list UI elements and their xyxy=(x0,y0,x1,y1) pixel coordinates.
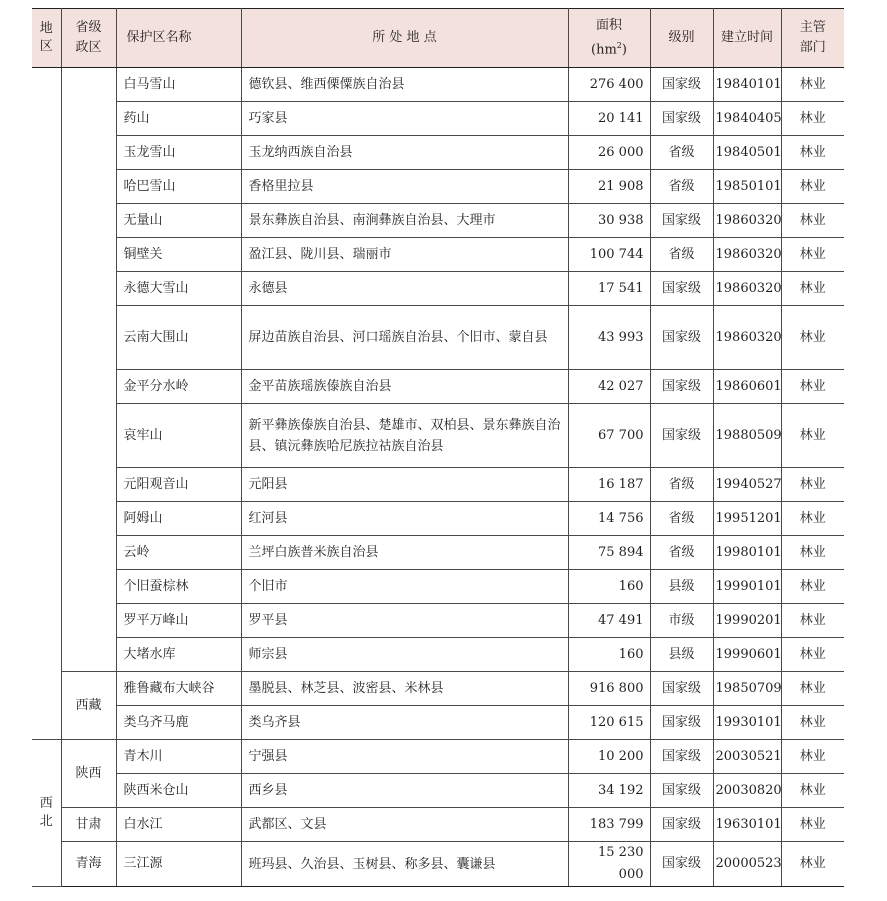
reserve-area: 20 141 xyxy=(568,102,650,136)
reserve-level: 县级 xyxy=(650,638,713,672)
reserve-level: 国家级 xyxy=(650,740,713,774)
reserve-location: 景东彝族自治县、南涧彝族自治县、大理市 xyxy=(241,204,568,238)
reserve-area: 47 491 xyxy=(568,604,650,638)
table-row xyxy=(32,536,844,570)
reserve-location: 元阳县 xyxy=(241,468,568,502)
table-row xyxy=(32,672,844,706)
header-dept: 主管部门 xyxy=(781,9,844,68)
reserve-date: 19860320 xyxy=(713,306,781,370)
reserve-level: 国家级 xyxy=(650,774,713,808)
reserve-area: 67 700 xyxy=(568,404,650,468)
reserve-dept: 林业 xyxy=(781,468,844,502)
table-row xyxy=(32,204,844,238)
reserve-date: 19840501 xyxy=(713,136,781,170)
reserve-name: 玉龙雪山 xyxy=(116,136,241,170)
reserve-location: 师宗县 xyxy=(241,638,568,672)
reserve-dept: 林业 xyxy=(781,808,844,842)
reserve-dept: 林业 xyxy=(781,136,844,170)
reserve-name: 罗平万峰山 xyxy=(116,604,241,638)
reserve-name: 陕西米仓山 xyxy=(116,774,241,808)
reserve-dept: 林业 xyxy=(781,238,844,272)
reserve-level: 省级 xyxy=(650,536,713,570)
reserve-date: 19990201 xyxy=(713,604,781,638)
table-row xyxy=(32,570,844,604)
table-row xyxy=(32,170,844,204)
reserve-name: 青木川 xyxy=(116,740,241,774)
reserve-level: 国家级 xyxy=(650,808,713,842)
reserve-dept: 林业 xyxy=(781,842,844,887)
reserve-name: 永德大雪山 xyxy=(116,272,241,306)
reserve-dept: 林业 xyxy=(781,370,844,404)
header-level: 级别 xyxy=(650,9,713,68)
reserve-date: 19860320 xyxy=(713,238,781,272)
table-row xyxy=(32,808,844,842)
table-row xyxy=(32,404,844,468)
reserve-location: 类乌齐县 xyxy=(241,706,568,740)
reserve-date: 19860601 xyxy=(713,370,781,404)
reserve-level: 省级 xyxy=(650,502,713,536)
reserve-area: 100 744 xyxy=(568,238,650,272)
reserve-name: 药山 xyxy=(116,102,241,136)
table-row xyxy=(32,272,844,306)
reserve-location: 红河县 xyxy=(241,502,568,536)
reserve-location: 宁强县 xyxy=(241,740,568,774)
reserve-area: 30 938 xyxy=(568,204,650,238)
reserve-name: 雅鲁藏布大峡谷 xyxy=(116,672,241,706)
reserve-level: 国家级 xyxy=(650,842,713,887)
table-row xyxy=(32,842,844,887)
reserve-name: 类乌齐马鹿 xyxy=(116,706,241,740)
header-area-unit: $(hm^2)$ xyxy=(591,40,627,58)
reserve-area: 160 xyxy=(568,638,650,672)
reserve-name: 个旧蚕棕林 xyxy=(116,570,241,604)
table-row xyxy=(32,706,844,740)
reserve-date: 19940527 xyxy=(713,468,781,502)
reserve-dept: 林业 xyxy=(781,272,844,306)
table-row xyxy=(32,638,844,672)
reserve-level: 县级 xyxy=(650,570,713,604)
table-row xyxy=(32,136,844,170)
reserve-name: 大堵水库 xyxy=(116,638,241,672)
header-region: 地区 xyxy=(32,9,61,68)
header-province: 省级政区 xyxy=(61,9,116,68)
reserve-level: 国家级 xyxy=(650,370,713,404)
reserve-area: 16 187 xyxy=(568,468,650,502)
reserve-name: 无量山 xyxy=(116,204,241,238)
reserve-dept: 林业 xyxy=(781,672,844,706)
reserve-dept: 林业 xyxy=(781,638,844,672)
reserve-location: 罗平县 xyxy=(241,604,568,638)
reserve-dept: 林业 xyxy=(781,404,844,468)
reserve-location: 盈江县、陇川县、瑞丽市 xyxy=(241,238,568,272)
table-row xyxy=(32,102,844,136)
reserve-date: 19840101 xyxy=(713,68,781,102)
reserve-location: 个旧市 xyxy=(241,570,568,604)
province-shaanxi: 陕西 xyxy=(61,740,116,808)
province-qinghai: 青海 xyxy=(61,842,116,887)
reserve-area: 34 192 xyxy=(568,774,650,808)
reserve-area: 15 230 000 xyxy=(568,842,650,887)
reserve-name: 元阳观音山 xyxy=(116,468,241,502)
reserve-area: 276 400 xyxy=(568,68,650,102)
reserve-level: 国家级 xyxy=(650,68,713,102)
reserve-area: 120 615 xyxy=(568,706,650,740)
reserve-table-container xyxy=(32,8,844,887)
table-body xyxy=(32,68,844,887)
reserve-name: 铜壁关 xyxy=(116,238,241,272)
reserve-location: 金平苗族瑶族傣族自治县 xyxy=(241,370,568,404)
reserve-level: 省级 xyxy=(650,468,713,502)
reserve-location: 永德县 xyxy=(241,272,568,306)
reserve-level: 国家级 xyxy=(650,272,713,306)
reserve-location: 巧家县 xyxy=(241,102,568,136)
reserve-date: 19840405 xyxy=(713,102,781,136)
reserve-location: 玉龙纳西族自治县 xyxy=(241,136,568,170)
region-cell-empty xyxy=(32,68,61,740)
table-row xyxy=(32,370,844,404)
reserve-level: 国家级 xyxy=(650,404,713,468)
table-row xyxy=(32,68,844,102)
reserve-date: 19980101 xyxy=(713,536,781,570)
reserve-area: 17 541 xyxy=(568,272,650,306)
header-date: 建立时间 xyxy=(713,9,781,68)
reserve-level: 国家级 xyxy=(650,306,713,370)
table-row xyxy=(32,306,844,370)
province-xizang: 西藏 xyxy=(61,672,116,740)
reserve-location: 墨脱县、林芝县、波密县、米林县 xyxy=(241,672,568,706)
reserve-date: 19951201 xyxy=(713,502,781,536)
reserve-level: 国家级 xyxy=(650,204,713,238)
table-row xyxy=(32,774,844,808)
header-location: 所 处 地 点 xyxy=(241,9,568,68)
reserve-level: 省级 xyxy=(650,238,713,272)
reserve-name: 云岭 xyxy=(116,536,241,570)
province-cell-empty xyxy=(61,68,116,672)
reserve-date: 19860320 xyxy=(713,204,781,238)
reserve-dept: 林业 xyxy=(781,68,844,102)
table-row xyxy=(32,740,844,774)
reserve-location: 新平彝族傣族自治县、楚雄市、双柏县、景东彝族自治县、镇沅彝族哈尼族拉祜族自治县 xyxy=(241,404,568,468)
reserve-area: 160 xyxy=(568,570,650,604)
reserve-level: 国家级 xyxy=(650,672,713,706)
reserve-level: 国家级 xyxy=(650,706,713,740)
table-row xyxy=(32,604,844,638)
reserve-location: 武都区、文县 xyxy=(241,808,568,842)
region-northwest: 西北 xyxy=(32,740,61,887)
header-area xyxy=(568,9,650,68)
reserve-location: 西乡县 xyxy=(241,774,568,808)
reserve-date: 20000523 xyxy=(713,842,781,887)
reserve-name: 白水江 xyxy=(116,808,241,842)
province-gansu: 甘肃 xyxy=(61,808,116,842)
reserve-dept: 林业 xyxy=(781,740,844,774)
nature-reserve-table xyxy=(32,8,844,887)
reserve-dept: 林业 xyxy=(781,706,844,740)
reserve-dept: 林业 xyxy=(781,774,844,808)
reserve-date: 19880509 xyxy=(713,404,781,468)
reserve-area: 14 756 xyxy=(568,502,650,536)
reserve-name: 白马雪山 xyxy=(116,68,241,102)
header-name: 保护区名称 xyxy=(116,9,241,68)
reserve-dept: 林业 xyxy=(781,570,844,604)
reserve-location: 屏边苗族自治县、河口瑶族自治县、个旧市、蒙自县 xyxy=(241,306,568,370)
reserve-date: 19850709 xyxy=(713,672,781,706)
reserve-dept: 林业 xyxy=(781,204,844,238)
reserve-name: 三江源 xyxy=(116,842,241,887)
reserve-date: 20030521 xyxy=(713,740,781,774)
reserve-date: 20030820 xyxy=(713,774,781,808)
reserve-location: 德钦县、维西傈僳族自治县 xyxy=(241,68,568,102)
reserve-area: 916 800 xyxy=(568,672,650,706)
reserve-location: 班玛县、久治县、玉树县、称多县、囊谦县 xyxy=(241,842,568,887)
reserve-date: 19930101 xyxy=(713,706,781,740)
reserve-location: 香格里拉县 xyxy=(241,170,568,204)
reserve-area: 26 000 xyxy=(568,136,650,170)
reserve-date: 19850101 xyxy=(713,170,781,204)
reserve-date: 19990601 xyxy=(713,638,781,672)
header-area-label: 面积 xyxy=(595,17,622,33)
reserve-dept: 林业 xyxy=(781,306,844,370)
reserve-name: 哀牢山 xyxy=(116,404,241,468)
reserve-dept: 林业 xyxy=(781,536,844,570)
reserve-dept: 林业 xyxy=(781,502,844,536)
reserve-level: 省级 xyxy=(650,170,713,204)
reserve-area: 21 908 xyxy=(568,170,650,204)
reserve-date: 19860320 xyxy=(713,272,781,306)
table-row xyxy=(32,502,844,536)
reserve-area: 43 993 xyxy=(568,306,650,370)
reserve-area: 10 200 xyxy=(568,740,650,774)
reserve-name: 哈巴雪山 xyxy=(116,170,241,204)
reserve-date: 19990101 xyxy=(713,570,781,604)
reserve-location: 兰坪白族普米族自治县 xyxy=(241,536,568,570)
table-header xyxy=(32,9,844,68)
reserve-area: 42 027 xyxy=(568,370,650,404)
table-row xyxy=(32,238,844,272)
reserve-date: 19630101 xyxy=(713,808,781,842)
reserve-name: 阿姆山 xyxy=(116,502,241,536)
reserve-dept: 林业 xyxy=(781,102,844,136)
reserve-level: 省级 xyxy=(650,136,713,170)
reserve-level: 市级 xyxy=(650,604,713,638)
reserve-dept: 林业 xyxy=(781,170,844,204)
reserve-level: 国家级 xyxy=(650,102,713,136)
reserve-dept: 林业 xyxy=(781,604,844,638)
reserve-area: 183 799 xyxy=(568,808,650,842)
table-row xyxy=(32,468,844,502)
reserve-area: 75 894 xyxy=(568,536,650,570)
reserve-name: 金平分水岭 xyxy=(116,370,241,404)
reserve-name: 云南大围山 xyxy=(116,306,241,370)
